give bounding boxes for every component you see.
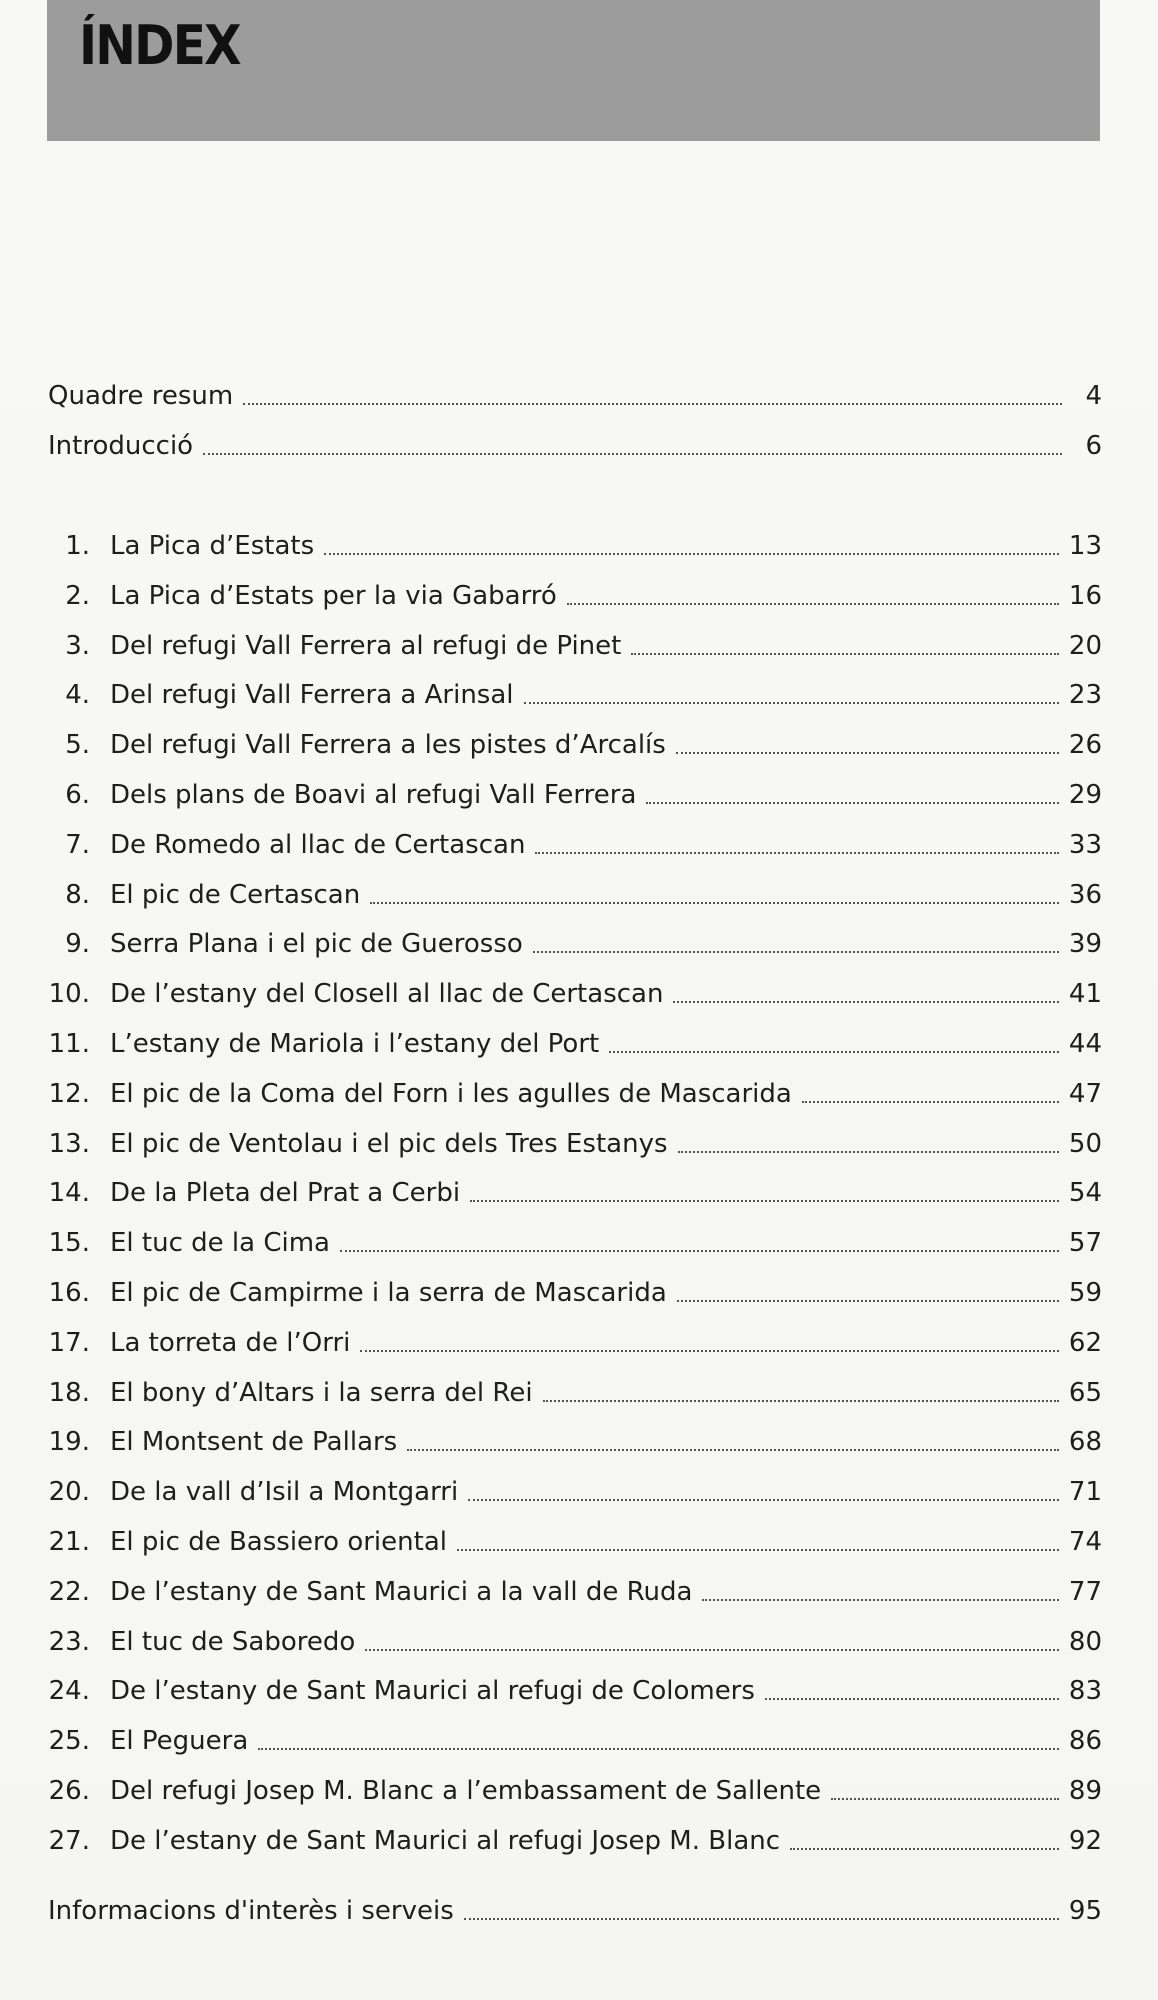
- route-entry[interactable]: [48, 924, 1102, 964]
- entry-number: 11.: [48, 1029, 90, 1059]
- entry-number: 27.: [48, 1826, 90, 1856]
- entry-number: 1.: [65, 531, 90, 561]
- entry-page-number: 13: [1068, 531, 1102, 561]
- entry-page-number: 65: [1068, 1378, 1102, 1408]
- entry-page-number: 44: [1068, 1029, 1102, 1059]
- entry-number: 26.: [48, 1776, 90, 1806]
- entry-title: Serra Plana i el pic de Guerosso: [110, 929, 523, 959]
- entry-page-number: 77: [1068, 1577, 1102, 1607]
- entry-page-number: 41: [1068, 979, 1102, 1009]
- entry-title: Quadre resum: [48, 381, 234, 411]
- back-matter-entry[interactable]: [48, 1891, 1102, 1931]
- entry-page-number: 57: [1068, 1228, 1102, 1258]
- entry-number: 4.: [65, 680, 90, 710]
- dot-leader: [543, 1400, 1059, 1402]
- route-entry[interactable]: [48, 1622, 1102, 1662]
- route-entry[interactable]: [48, 775, 1102, 815]
- route-entry[interactable]: [48, 576, 1102, 616]
- route-entry[interactable]: [48, 1771, 1102, 1811]
- route-entry[interactable]: [48, 1273, 1102, 1313]
- entry-title: La torreta de l’Orri: [110, 1328, 351, 1358]
- entry-page-number: 39: [1068, 929, 1102, 959]
- entry-page-number: 29: [1068, 780, 1102, 810]
- entry-number: 15.: [48, 1228, 90, 1258]
- entry-number: 6.: [65, 780, 90, 810]
- route-entry[interactable]: [48, 1472, 1102, 1512]
- dot-leader: [324, 553, 1059, 555]
- dot-leader: [533, 951, 1059, 953]
- entry-page-number: 36: [1068, 880, 1102, 910]
- entry-title: Del refugi Vall Ferrera a les pistes d’Arcalís: [110, 730, 666, 760]
- entry-number: 25.: [48, 1726, 90, 1756]
- dot-leader: [470, 1200, 1059, 1202]
- dot-leader: [831, 1798, 1059, 1800]
- entry-title: Dels plans de Boavi al refugi Vall Ferrera: [110, 780, 637, 810]
- entry-number: 9.: [65, 929, 90, 959]
- entry-title: De la vall d’Isil a Montgarri: [110, 1477, 459, 1507]
- entry-title: El pic de la Coma del Forn i les agulles de Mascarida: [110, 1079, 792, 1109]
- entry-page-number: 74: [1068, 1527, 1102, 1557]
- entry-page-number: 47: [1068, 1079, 1102, 1109]
- dot-leader: [524, 702, 1059, 704]
- entry-number: 20.: [48, 1477, 90, 1507]
- route-entry[interactable]: [48, 875, 1102, 915]
- dot-leader: [365, 1649, 1059, 1651]
- dot-leader: [631, 653, 1059, 655]
- entry-title: El tuc de la Cima: [110, 1228, 330, 1258]
- entry-page-number: 80: [1068, 1627, 1102, 1657]
- entry-title: Del refugi Vall Ferrera a Arinsal: [110, 680, 514, 710]
- dot-leader: [673, 1001, 1058, 1003]
- dot-leader: [243, 403, 1062, 405]
- dot-leader: [790, 1848, 1059, 1850]
- entry-number: 22.: [48, 1577, 90, 1607]
- route-entry[interactable]: [48, 725, 1102, 765]
- entry-number: 10.: [48, 979, 90, 1009]
- entry-page-number: 16: [1068, 581, 1102, 611]
- route-entry[interactable]: [48, 1522, 1102, 1562]
- dot-leader: [407, 1449, 1059, 1451]
- route-entry[interactable]: [48, 1572, 1102, 1612]
- dot-leader: [802, 1101, 1059, 1103]
- entry-title: El pic de Campirme i la serra de Mascarida: [110, 1278, 667, 1308]
- entry-title: La Pica d’Estats per la via Gabarró: [110, 581, 557, 611]
- entry-page-number: 50: [1068, 1129, 1102, 1159]
- entry-title: Introducció: [48, 431, 194, 461]
- entry-number: 2.: [65, 581, 90, 611]
- entry-page-number: 23: [1068, 680, 1102, 710]
- route-entry[interactable]: [48, 1173, 1102, 1213]
- dot-leader: [535, 852, 1058, 854]
- entry-number: 23.: [48, 1627, 90, 1657]
- entry-page-number: 89: [1068, 1776, 1102, 1806]
- route-entry[interactable]: [48, 1223, 1102, 1263]
- entry-page-number: 71: [1068, 1477, 1102, 1507]
- entry-page-number: 33: [1068, 830, 1102, 860]
- entry-title: El pic de Ventolau i el pic dels Tres Estanys: [110, 1129, 668, 1159]
- route-entry[interactable]: [48, 825, 1102, 865]
- route-entry[interactable]: [48, 1124, 1102, 1164]
- entry-title: De la Pleta del Prat a Cerbi: [110, 1178, 461, 1208]
- route-entry[interactable]: [48, 1323, 1102, 1363]
- front-matter-entry[interactable]: [48, 426, 1102, 466]
- entry-title: L’estany de Mariola i l’estany del Port: [110, 1029, 600, 1059]
- page-title: ÍNDEX: [79, 14, 240, 77]
- entry-number: 12.: [48, 1079, 90, 1109]
- dot-leader: [567, 603, 1059, 605]
- entry-number: 8.: [65, 880, 90, 910]
- entry-number: 13.: [48, 1129, 90, 1159]
- dot-leader: [457, 1549, 1059, 1551]
- entry-page-number: 6: [1085, 431, 1102, 461]
- entry-title: La Pica d’Estats: [110, 531, 315, 561]
- entry-page-number: 92: [1068, 1826, 1102, 1856]
- dot-leader: [468, 1499, 1059, 1501]
- route-entry[interactable]: [48, 1671, 1102, 1711]
- dot-leader: [258, 1748, 1059, 1750]
- entry-title: El Peguera: [110, 1726, 249, 1756]
- entry-number: 18.: [48, 1378, 90, 1408]
- entry-page-number: 26: [1068, 730, 1102, 760]
- title-banner: [47, 0, 1100, 141]
- route-entry[interactable]: [48, 626, 1102, 666]
- route-entry[interactable]: [48, 1074, 1102, 1114]
- entry-page-number: 20: [1068, 631, 1102, 661]
- entry-page-number: 68: [1068, 1427, 1102, 1457]
- dot-leader: [678, 1151, 1059, 1153]
- entry-title: Del refugi Vall Ferrera al refugi de Pinet: [110, 631, 622, 661]
- dot-leader: [677, 1300, 1059, 1302]
- entry-number: 21.: [48, 1527, 90, 1557]
- entry-title: El tuc de Saboredo: [110, 1627, 356, 1657]
- entry-page-number: 54: [1068, 1178, 1102, 1208]
- entry-page-number: 59: [1068, 1278, 1102, 1308]
- entry-title: El pic de Certascan: [110, 880, 361, 910]
- entry-title: Informacions d'interès i serveis: [48, 1896, 454, 1926]
- entry-page-number: 62: [1068, 1328, 1102, 1358]
- dot-leader: [702, 1599, 1058, 1601]
- dot-leader: [676, 752, 1059, 754]
- entry-number: 19.: [48, 1427, 90, 1457]
- dot-leader: [203, 453, 1062, 455]
- dot-leader: [765, 1698, 1059, 1700]
- route-entry[interactable]: [48, 675, 1102, 715]
- entry-number: 3.: [65, 631, 90, 661]
- entry-title: De l’estany de Sant Maurici a la vall de Ruda: [110, 1577, 693, 1607]
- dot-leader: [646, 802, 1059, 804]
- route-entry[interactable]: [48, 1024, 1102, 1064]
- entry-title: El bony d’Altars i la serra del Rei: [110, 1378, 533, 1408]
- front-matter-entry[interactable]: [48, 376, 1102, 416]
- dot-leader: [360, 1350, 1059, 1352]
- route-entry[interactable]: [48, 526, 1102, 566]
- route-entry[interactable]: [48, 1422, 1102, 1462]
- entry-number: 16.: [48, 1278, 90, 1308]
- entry-title: Del refugi Josep M. Blanc a l’embassament de Sallente: [110, 1776, 822, 1806]
- dot-leader: [464, 1918, 1059, 1920]
- entry-page-number: 4: [1085, 381, 1102, 411]
- entry-number: 24.: [48, 1676, 90, 1706]
- route-entry[interactable]: [48, 1721, 1102, 1761]
- dot-leader: [370, 902, 1059, 904]
- route-entry[interactable]: [48, 1821, 1102, 1861]
- entry-title: De Romedo al llac de Certascan: [110, 830, 526, 860]
- entry-page-number: 95: [1068, 1896, 1102, 1926]
- entry-title: De l’estany de Sant Maurici al refugi Josep M. Blanc: [110, 1826, 781, 1856]
- route-entry[interactable]: [48, 974, 1102, 1014]
- entry-number: 14.: [48, 1178, 90, 1208]
- dot-leader: [609, 1051, 1059, 1053]
- entry-title: De l’estany del Closell al llac de Certascan: [110, 979, 664, 1009]
- entry-number: 5.: [65, 730, 90, 760]
- entry-page-number: 86: [1068, 1726, 1102, 1756]
- entry-number: 7.: [65, 830, 90, 860]
- entry-title: El pic de Bassiero oriental: [110, 1527, 447, 1557]
- entry-page-number: 83: [1068, 1676, 1102, 1706]
- route-entry[interactable]: [48, 1373, 1102, 1413]
- entry-number: 17.: [48, 1328, 90, 1358]
- entry-title: De l’estany de Sant Maurici al refugi de Colomers: [110, 1676, 755, 1706]
- entry-title: El Montsent de Pallars: [110, 1427, 398, 1457]
- dot-leader: [340, 1250, 1059, 1252]
